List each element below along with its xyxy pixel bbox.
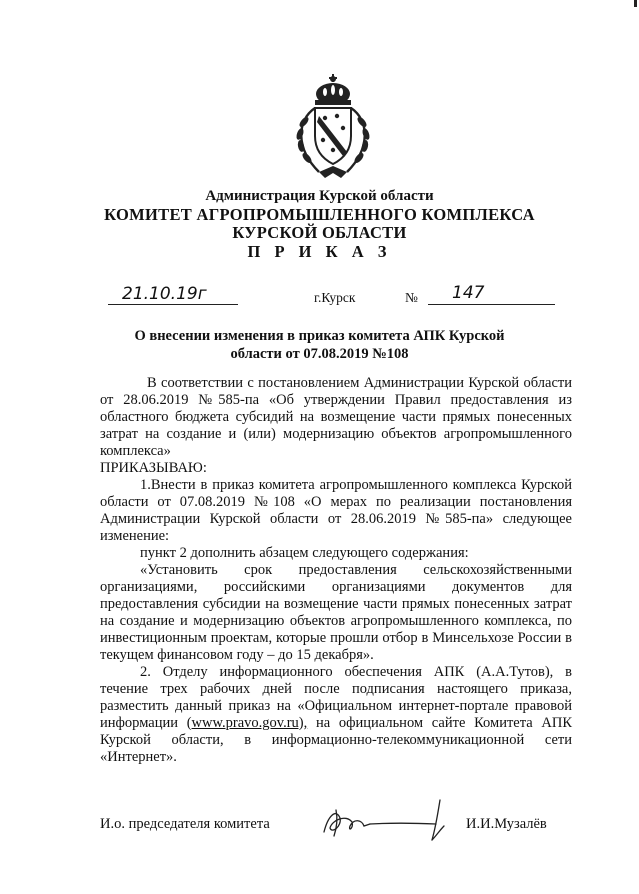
handwritten-signature — [318, 796, 468, 844]
order-title-line2: области от 07.08.2019 №108 — [230, 346, 409, 362]
scan-mark — [634, 0, 637, 7]
handwritten-date: 21.10.19г — [122, 284, 207, 304]
document-type-title: П Р И К А З — [247, 242, 392, 261]
item-1-paragraph: 1.Внести в приказ комитета агропромышленного комплекса Курской области от 07.08.2019 №108 «О мерах по реализации постановления Администрации Курской области от 28.06.2019 №585-па» следующее изменение: — [100, 477, 572, 544]
date-underline — [108, 304, 238, 305]
signatory-name: И.И.Музалёв — [466, 816, 547, 832]
coat-of-arms-emblem — [285, 72, 381, 180]
order-title-line1: О внесении изменения в приказ комитета АПК Курской — [134, 328, 505, 344]
committee-title-line1: КОМИТЕТ АГРОПРОМЫШЛЕННОГО КОМПЛЕКСА — [104, 205, 535, 224]
city-label: г.Курск — [314, 290, 356, 305]
item-2-text-end: на официальном сайте Комитета АПК Курской области, в информационно-телекоммуникационной сети «Интернет». — [100, 715, 572, 765]
item-1-amendment-intro: пункт 2 дополнить абзацем следующего содержания: — [140, 545, 469, 561]
committee-title-line2: КУРСКОЙ ОБЛАСТИ — [232, 223, 407, 242]
item-1-amendment-text: «Установить срок предоставления сельскохозяйственными организациями, российскими организациями документов для предоставления субсидии на возмещение части прямых понесенных затрат на создание и модернизацию объектов агропромышленного комплекса, по инвестиционным проектам, которые прошли отбор в Минсельхозе России в текущем финансовом году – до 15 декабря». — [100, 562, 572, 663]
signatory-position: И.о. председателя комитета — [100, 816, 270, 832]
item-2-text-start: 2. Отделу информационного обеспечения АПК (А.А.Тутов), в течение трех рабочих дней после подписания настоящего приказа, разместить данный приказ на «Официальном интернет-портале правовой информации ( — [100, 664, 572, 731]
pravo-gov-link[interactable]: www.pravo.gov.ru), — [191, 715, 308, 731]
handwritten-number: 147 — [452, 283, 485, 303]
administration-title: Администрация Курской области — [205, 188, 434, 204]
order-keyword: ПРИКАЗЫВАЮ: — [100, 460, 207, 476]
item-2-paragraph — [100, 664, 572, 766]
number-underline — [428, 304, 555, 305]
preamble-paragraph: В соответствии с постановлением Администрации Курской области от 28.06.2019 №585-па «Об утверждении Правил предоставления из областного бюджета субсидий на возмещение части прямых понесенных затрат на создание и (или) модернизацию объектов агропромышленного комплекса» — [100, 375, 572, 459]
number-sign: № — [405, 290, 418, 305]
order-body — [100, 375, 572, 766]
